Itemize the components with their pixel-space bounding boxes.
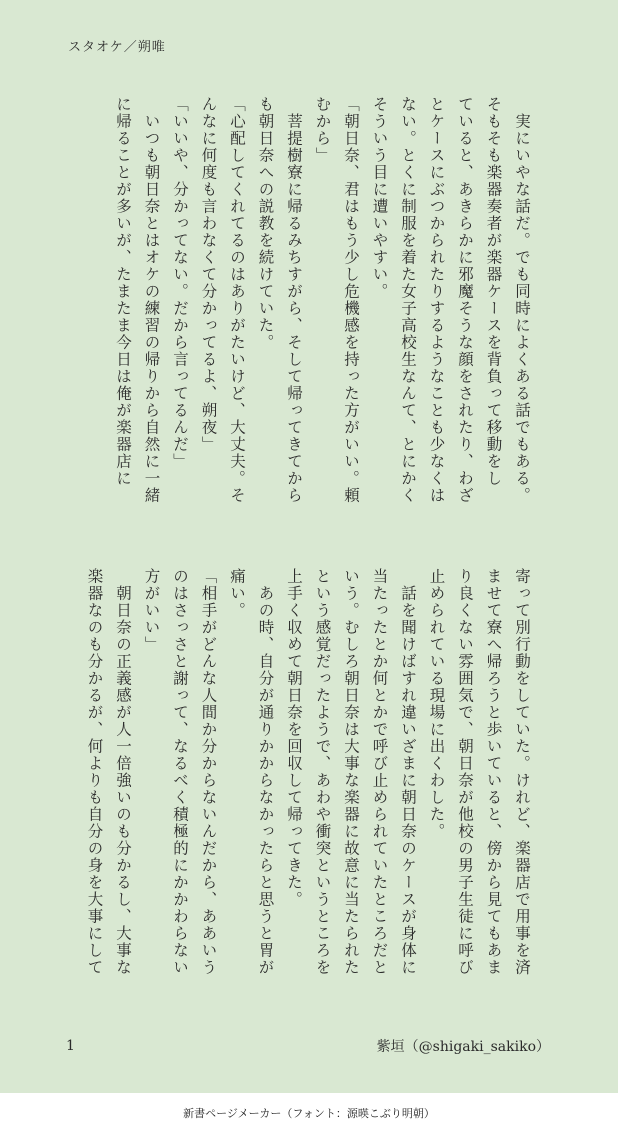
text-line: ない。とくに制服を着た女子高校生なんて、とにかく bbox=[399, 96, 417, 504]
text-line: 楽器なのも分かるが、何よりも自分の身を大事にして bbox=[85, 568, 104, 976]
text-line: そういう目に遭いやすい。 bbox=[370, 96, 389, 300]
text-line: 朝日奈の正義感が人一倍強いのも分かるし、大事な bbox=[114, 568, 132, 976]
text-line: いう。むしろ朝日奈は大事な楽器に故意に当たられた bbox=[342, 568, 360, 976]
text-line: 話を聞けばすれ違いざまに朝日奈のケースが身体に bbox=[399, 568, 417, 976]
text-line: 痛い。 bbox=[228, 568, 246, 619]
text-line: 方がいい」 bbox=[142, 568, 161, 653]
text-line: んなに何度も言わなくて分かってるよ、朔夜」 bbox=[199, 96, 218, 453]
text-line: 寄って別行動をしていた。けれど、楽器店で用事を済 bbox=[513, 568, 531, 976]
text-line: という感覚だったようで、あわや衝突というところを bbox=[313, 568, 332, 976]
page-number: 1 bbox=[66, 1038, 75, 1054]
text-line: り良くない雰囲気で、朝日奈が他校の男子生徒に呼び bbox=[456, 568, 474, 976]
text-line: も朝日奈への説教を続けていた。 bbox=[256, 96, 275, 351]
text-line: 「朝日奈、君はもう少し危機感を持った方がいい。頼 bbox=[342, 96, 360, 504]
text-line: ていると、あきらかに邪魔そうな顔をされたり、わざ bbox=[456, 96, 474, 504]
page-header-title: スタオケ／朔唯 bbox=[68, 40, 166, 55]
text-line: 「相手がどんな人間か分からないんだから、ああいう bbox=[199, 568, 218, 976]
text-line: 実にいやな話だ。でも同時によくある話でもある。 bbox=[513, 96, 531, 504]
text-line: 上手く収めて朝日奈を回収して帰ってきた。 bbox=[285, 568, 303, 908]
text-line: に帰ることが多いが、たまたま今日は俺が楽器店に bbox=[114, 96, 132, 487]
text-line: あの時、自分が通りかからなかったらと思うと胃が bbox=[256, 568, 275, 976]
text-line: いつも朝日奈とはオケの練習の帰りから自然に一緒 bbox=[142, 96, 161, 504]
text-line: ませて寮へ帰ろうと歩いていると、傍から見てもあま bbox=[484, 568, 503, 976]
text-block-top bbox=[109, 96, 537, 536]
text-line: 「心配してくれてるのはありがたいけど、大丈夫。そ bbox=[228, 96, 246, 504]
text-line: 菩提樹寮に帰るみちすがら、そして帰ってきてから bbox=[285, 96, 303, 504]
text-line: のはさっさと謝って、なるべく積極的にかかわらない bbox=[171, 568, 189, 976]
text-line: 当たったとか何とかで呼び止められていたところだと bbox=[370, 568, 389, 976]
text-line: 止められている現場に出くわした。 bbox=[427, 568, 446, 840]
text-block-bottom bbox=[80, 568, 536, 1008]
text-line: とケースにぶつかられたりするようなことも少なくは bbox=[427, 96, 446, 504]
text-line: そもそも楽器奏者が楽器ケースを背負って移動をし bbox=[484, 96, 503, 487]
author-credit: 紫垣（@shigaki_sakiko） bbox=[376, 1039, 550, 1055]
generator-footer: 新書ページメーカー（フォント：源暎こぶり明朝） bbox=[183, 1106, 435, 1120]
text-line: むから」 bbox=[313, 96, 332, 164]
text-line: 「いいや、分かってない。だから言ってるんだ」 bbox=[171, 96, 189, 470]
